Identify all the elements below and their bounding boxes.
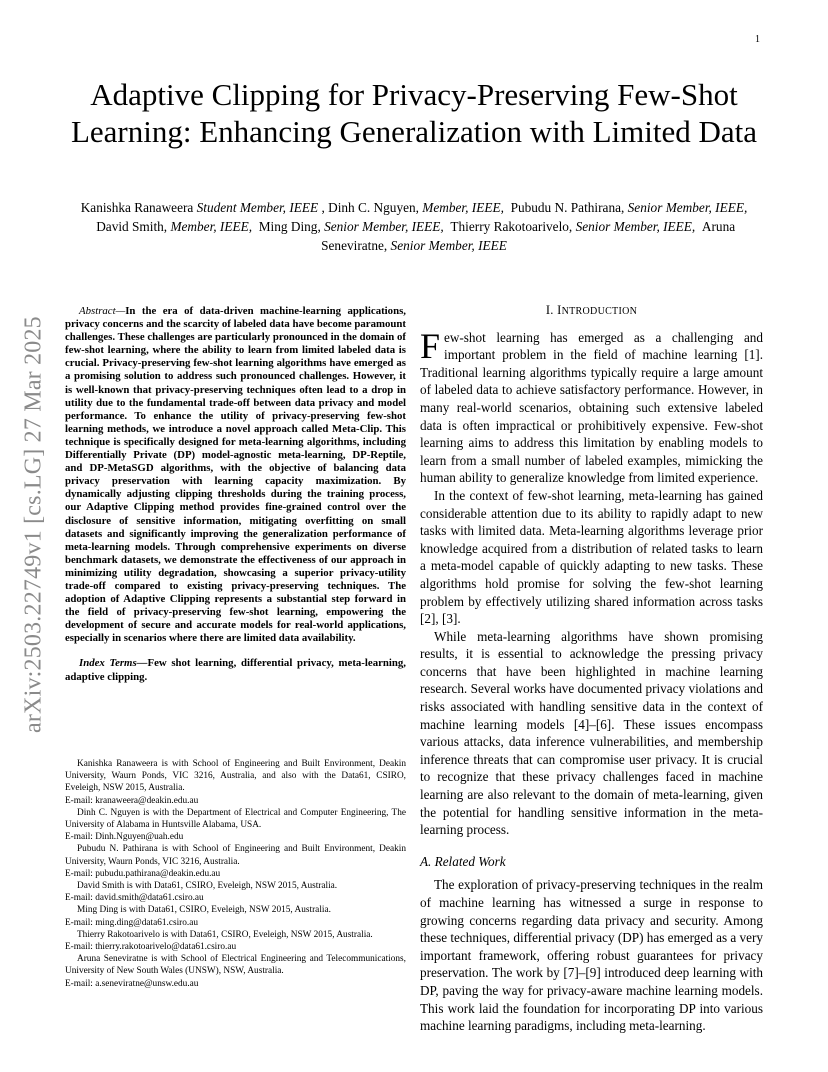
arxiv-identifier: arXiv:2503.22749v1 [cs.LG] 27 Mar 2025: [20, 316, 47, 734]
author-role: Senior Member, IEEE,: [575, 219, 696, 234]
footnote-email: E-mail: pubudu.pathirana@deakin.edu.au: [65, 868, 221, 879]
index-terms-text: Few shot learning, differential privacy, meta-learning, adaptive clipping.: [65, 657, 406, 683]
author-role: Senior Member, IEEE,: [324, 219, 444, 234]
footnote-email: E-mail: kranaweera@deakin.edu.au: [65, 795, 199, 806]
index-terms-label: Index Terms—: [79, 657, 148, 670]
footnote-affiliation: Thierry Rakotoarivelo is with Data61, CSIRO, Eveleigh, NSW 2015, Australia.: [77, 929, 373, 940]
abstract-label-text: Abstract: [79, 305, 116, 317]
author-list: Kanishka Ranaweera Student Member, IEEE , Dinh C. Nguyen, Member, IEEE, Pubudu N. Pathirana, Senior Member, IEEE, David Smith, Member, IEEE, Ming Ding, Senior Member, IEEE, Thierry Rakotoarivelo, Senior Member, IEEE, Aruna Seneviratne, Senior Member, IEEE: [80, 200, 748, 253]
subsection-heading-related-work: A. Related Work: [420, 853, 506, 869]
left-column: [65, 305, 406, 684]
right-column: [420, 302, 763, 1035]
abstract-text: In the era of data-driven machine-learning applications, privacy concerns and the scarcity of labeled data have become paramount challenges. These challenges are particularly pronounced in the domain of few-shot learning, where the ability to learn from limited labeled data is crucial. Privacy-preserving few-shot learning algorithms have emerged as a promising solution to address such pronounced challenges. However, it is well-known that privacy-preserving techniques often lead to a drop in utility due to the fundamental trade-off between data privacy and model performance. To enhance the utility of privacy-preserving few-shot learning methods, we introduce a novel approach called Meta-Clip. This technique is specifically designed for meta-learning algorithms, including Differentially Private (DP) model-agnostic meta-learning, DP-Reptile, and DP-MetaSGD algorithms, with the objective of balancing data privacy preservation with learning capacity maximization. By dynamically adjusting clipping thresholds during the training process, our Adaptive Clipping method provides fine-grained control over the disclosure of sensitive information, mitigating overfitting on small datasets and significantly improving the generalization performance of meta-learning models. Through comprehensive experiments on diverse benchmark datasets, we demonstrate the effectiveness of our approach in minimizing utility degradation, showcasing a superior privacy-utility trade-off compared to existing privacy-preserving techniques. The adoption of Adaptive Clipping represents a substantial step forward in the field of privacy-preserving few-shot learning, empowering the development of secure and accurate models for real-world applications, especially in scenarios where there are limited data availability.: [65, 305, 406, 645]
page-number: 1: [755, 34, 760, 45]
section-heading-introduction: [420, 302, 763, 321]
author-name: Kanishka Ranaweera: [80, 200, 194, 215]
footnote-affiliation: David Smith is with Data61, CSIRO, Eveleigh, NSW 2015, Australia.: [77, 881, 338, 892]
footnote-affiliation: Kanishka Ranaweera is with School of Engineering and Built Environment, Deakin University, Waurn Ponds, VIC 3216, Australia, and also with the Data61, CSIRO, Eveleigh, NSW 2015, Australia.: [65, 759, 406, 794]
index-terms: [65, 657, 406, 683]
section-title-rest: NTRODUCTION: [561, 306, 638, 317]
abstract: [65, 305, 406, 645]
related-work-paragraph-1: The exploration of privacy-preserving techniques in the realm of machine learning has witnessed a surge in response to growing concerns regarding data privacy and security. Among these techniques, differential privacy (DP) has emerged as a very important framework, offering robust guarantees for privacy preservation. The work by [7]–[9] introduced deep learning with DP, paving the way for privacy-aware machine learning models. This work laid the foundation for incorporating DP into various machine learning paradigms, including meta-learning.: [420, 877, 763, 1034]
author-role: Member, IEEE,: [170, 219, 253, 234]
author-name: Dinh C. Nguyen,: [328, 200, 419, 215]
intro-paragraph-1-text: ew-shot learning has emerged as a challenging and important problem in the field of machine learning [1]. Traditional learning algorithms typically require a large amount of labeled data to achieve satisfactory performance. However, in many real-world scenarios, obtaining such extensive labeled data is often impractical or prohibitively expensive. Few-shot learning aims to address this limitation by enabling models to learn from a small number of labeled examples, mimicking the human ability to generalize knowledge from limited experience.: [420, 329, 763, 486]
abstract-label: Abstract—: [79, 305, 126, 317]
footnote-email: E-mail: Dinh.Nguyen@uah.edu: [65, 832, 184, 843]
footnote-affiliation: Aruna Seneviratne is with School of Electrical Engineering and Telecommunications, University of New South Wales (UNSW), NSW, Australia.: [65, 954, 406, 977]
intro-paragraph-3: While meta-learning algorithms have shown promising results, it is essential to acknowledge the pressing privacy concerns that have been highlighted in machine learning research. Several works have documented privacy violations and risks associated with handling sensitive data in the context of machine learning models [4]–[6]. These issues encompass various attacks, data inference vulnerabilities, and membership inference threats that can compromise user privacy. It is crucial to recognize that these privacy challenges faced in machine learning are also relevant to the domain of meta-learning, given the potential for handling sensitive information in the meta-learning process.: [420, 628, 763, 838]
author-role: Senior Member, IEEE,: [627, 200, 748, 215]
author-name: Ming Ding,: [258, 219, 321, 234]
section-number: I.: [545, 303, 554, 317]
paper-title: Adaptive Clipping for Privacy-Preserving Few-Shot Learning: Enhancing Generalization with Limited Data: [70, 77, 758, 149]
author-name: Thierry Rakotoarivelo,: [450, 219, 573, 234]
footnote-email: E-mail: thierry.rakotoarivelo@data61.csiro.au: [65, 942, 237, 953]
index-terms-label-text: Index Terms: [79, 657, 137, 670]
intro-paragraph-2: In the context of few-shot learning, meta-learning has gained considerable attention due to its ability to rapidly adapt to new tasks with limited data. Meta-learning algorithms leverage prior knowledge acquired from a distribution of related tasks to learn a meta-model capable of quickly adapting to new tasks. These algorithms hold promise for solving the few-shot learning problem by effectively utilizing shared information across tasks [2], [3].: [420, 487, 763, 627]
author-role: Member, IEEE,: [422, 200, 504, 215]
footnote-email: E-mail: david.smith@data61.csiro.au: [65, 893, 204, 904]
footnote-affiliation: Ming Ding is with Data61, CSIRO, Eveleigh, NSW 2015, Australia.: [77, 905, 331, 916]
section-title-initial: I: [557, 303, 562, 317]
footnote-email: E-mail: a.seneviratne@unsw.edu.au: [65, 978, 199, 989]
author-role: Student Member, IEEE: [196, 200, 319, 215]
footnote-email: E-mail: ming.ding@data61.csiro.au: [65, 917, 199, 928]
drop-cap: F: [420, 325, 441, 366]
author-name: David Smith,: [96, 219, 168, 234]
author-role: Senior Member, IEEE: [390, 238, 507, 253]
author-footnotes: [65, 758, 406, 990]
footnote-affiliation: Dinh C. Nguyen is with the Department of Electrical and Computer Engineering, The University of Alabama in Huntsville Alabama, USA.: [65, 807, 406, 831]
author-name: Aruna Seneviratne,: [321, 219, 736, 253]
intro-paragraph-1: [420, 325, 763, 487]
author-name: Pubudu N. Pathirana,: [510, 200, 625, 215]
footnote-affiliation: Pubudu N. Pathirana is with School of Engineering and Built Environment, Deakin University, Waurn Ponds, VIC 3216, Australia.: [65, 844, 406, 867]
